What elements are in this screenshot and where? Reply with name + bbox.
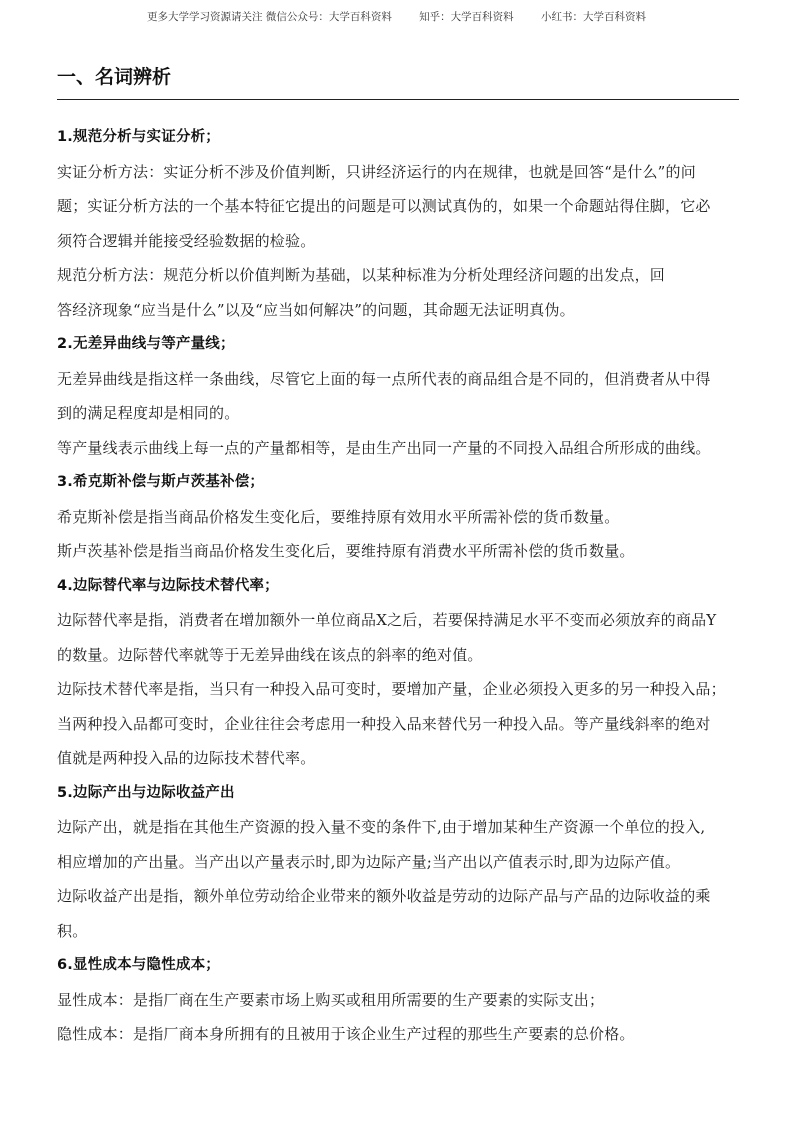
subsection-heading: 4.边际替代率与边际技术替代率；: [57, 577, 279, 594]
section-title: 一、名词辨析: [57, 66, 172, 88]
paragraph-line: 隐性成本：是指厂商本身所拥有的且被用于该企业生产过程的那些生产要素的总价格。: [57, 1025, 635, 1043]
header-xiaohongshu: 小红书：大学百科资料: [541, 11, 647, 23]
paragraph-line: 当两种投入品都可变时，企业往往会考虑用一种投入品来替代另一种投入品。等产量线斜率的绝对: [57, 714, 711, 733]
paragraph-line: 边际收益产出是指，额外单位劳动给企业带来的额外收益是劳动的边际产品与产品的边际收益的乘: [57, 887, 711, 905]
paragraph-line: 积。: [57, 921, 88, 940]
paragraph-line: 规范分析方法：规范分析以价值判断为基础，以某种标准为分析处理经济问题的出发点，回: [57, 266, 666, 284]
paragraph-line: 等产量线表示曲线上每一点的产量都相等，是由生产出同一产量的不同投入品组合所形成的曲线。: [57, 438, 711, 457]
paragraph-line: 无差异曲线是指这样一条曲线，尽管它上面的每一点所代表的商品组合是不同的，但消费者从中得: [57, 369, 711, 388]
document-body: [57, 120, 747, 1052]
paragraph-line: 边际替代率是指，消费者在增加额外一单位商品X之后，若要保持满足水平不变而必须放弃的商品Y: [57, 611, 717, 629]
title-divider: [57, 99, 739, 100]
paragraph-line: 值就是两种投入品的边际技术替代率。: [57, 749, 316, 767]
paragraph-line: 相应增加的产出量。当产出以产量表示时,即为边际产量;当产出以产值表示时,即为边际产值。: [57, 852, 681, 871]
paragraph-line: 边际产出，就是指在其他生产资源的投入量不变的条件下,由于增加某种生产资源一个单位的投入,: [57, 818, 706, 836]
header-zhihu: 知乎：大学百科资料: [419, 11, 514, 23]
paragraph-line: 的数量。边际替代率就等于无差异曲线在该点的斜率的绝对值。: [57, 645, 483, 664]
paragraph-line: 希克斯补偿是指当商品价格发生变化后，要维持原有效用水平所需补偿的货币数量。: [57, 507, 620, 526]
paragraph-line: 题；实证分析方法的一个基本特征它提出的问题是可以测试真伪的，如果一个命题站得住脚，它必: [57, 197, 711, 215]
paragraph-line: 显性成本：是指厂商在生产要素市场上购买或租用所需要的生产要素的实际支出；: [57, 990, 605, 1009]
paragraph-line: 到的满足程度却是相同的。: [57, 404, 240, 422]
paragraph-line: 斯卢茨基补偿是指当商品价格发生变化后，要维持原有消费水平所需补偿的货币数量。: [57, 542, 635, 560]
subsection-heading: 2.无差异曲线与等产量线；: [57, 336, 235, 352]
header-wechat: 更多大学学习资源请关注 微信公众号：大学百科资料: [146, 11, 392, 23]
paragraph-line: 实证分析方法：实证分析不涉及价值判断，只讲经济运行的内在规律，也就是回答“是什么”的问: [57, 162, 696, 181]
subsection-heading: 6.显性成本与隐性成本；: [57, 957, 220, 973]
subsection-heading: 5.边际产出与边际收益产出: [57, 784, 235, 801]
paragraph-line: 须符合逻辑并能接受经验数据的检验。: [57, 231, 316, 250]
subsection-heading: 3.希克斯补偿与斯卢茨基补偿；: [57, 474, 265, 490]
paragraph-line: 边际技术替代率是指，当只有一种投入品可变时，要增加产量，企业必须投入更多的另一种投入品；: [57, 680, 726, 698]
page-header: [0, 9, 793, 24]
paragraph-line: 答经济现象“应当是什么”以及“应当如何解决”的问题，其命题无法证明真伪。: [57, 300, 575, 319]
subsection-heading: 1.规范分析与实证分析；: [57, 129, 220, 145]
